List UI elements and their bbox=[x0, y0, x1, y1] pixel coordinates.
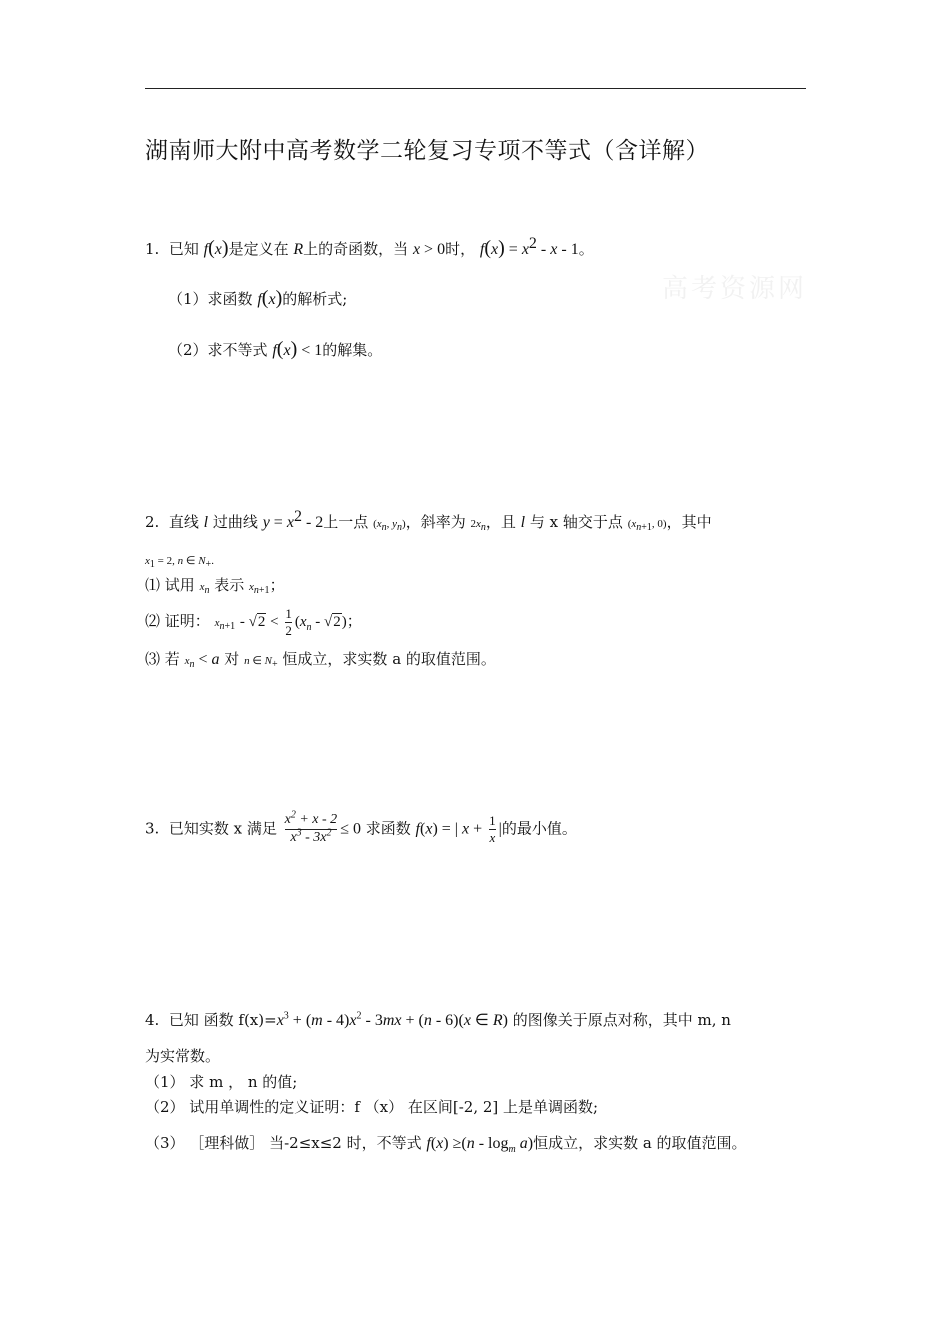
part-text: ； bbox=[346, 612, 362, 631]
part-text: 表示 bbox=[214, 576, 245, 594]
math-point: ($x_n$, $y_n$) bbox=[373, 518, 406, 534]
math-fx: f bbox=[257, 291, 262, 308]
question-text: 已知 函数 f(x)= bbox=[168, 1011, 277, 1029]
math-curve: y bbox=[262, 514, 270, 531]
question-text: 与 x 轴交于点 bbox=[529, 513, 623, 531]
question-2-part-1: ⑴ 试用 $x_n$ 表示 $x_{n+1}$； bbox=[145, 576, 285, 597]
part-text: ； bbox=[269, 576, 285, 594]
question-text: 直线 bbox=[168, 513, 199, 531]
part-text: （2） 试用单调性的定义证明：f （x） 在区间[-2, 2] 上是单调函数; bbox=[145, 1098, 599, 1116]
header-rule bbox=[145, 88, 806, 89]
question-text: 上的奇函数，当 bbox=[303, 240, 409, 258]
math-slope: $2x_n$ bbox=[470, 518, 486, 534]
question-4-continued bbox=[145, 1047, 220, 1065]
math-fx: f bbox=[203, 241, 209, 258]
question-4-part-2 bbox=[145, 1098, 598, 1116]
question-text: 的最小值。 bbox=[501, 819, 577, 838]
watermark: 高考资源网 bbox=[662, 274, 808, 304]
question-2-condition bbox=[145, 550, 214, 571]
math-R: R bbox=[293, 241, 304, 258]
question-text: 。 bbox=[578, 240, 594, 258]
question-4-part-1 bbox=[145, 1073, 297, 1091]
part-text: ⑶ 若 bbox=[145, 650, 180, 668]
part-text: （1）求函数 bbox=[168, 290, 253, 308]
math-intercept: ($x_{n+1}$, 0) bbox=[627, 518, 667, 534]
math-inequality: f bbox=[272, 342, 277, 359]
question-2-part-3: ⑶ 若 $x_n < a$ 对 n ∈ $N_+$ 恒成立，求实数 a 的取值范围。 bbox=[145, 650, 496, 671]
question-4 bbox=[145, 1011, 731, 1030]
question-3: 3. 已知实数 x 满足 $\frac{x^2 + x - 2}{x^3 - 3x^2}$ ≤ 0 求函数 f(x) = | x + $\frac{1}{x}$ |的最小值。 bbox=[145, 809, 577, 845]
math-function: f bbox=[415, 820, 420, 838]
question-text: 已知实数 x 满足 bbox=[168, 819, 277, 838]
question-1-part-1: （1）求函数 f(x)的解析式; bbox=[168, 287, 348, 309]
question-1-part-2: （2）求不等式 f(x) < 1的解集。 bbox=[168, 338, 383, 360]
question-number: 4. bbox=[145, 1011, 160, 1029]
question-text: 上一点 bbox=[323, 513, 369, 531]
question-4-part-3 bbox=[145, 1134, 747, 1156]
question-text: 是定义在 bbox=[228, 240, 289, 258]
question-2: 2. 直线 l 过曲线 $y = x^2 - 2$上一点 ($x_n$, $y_n$)，斜率为 $2x_n$，且 l 与 x 轴交于点 ($x_{n+1}$, 0)，其中 bbox=[145, 508, 712, 534]
math-initial: $x_1 = 2$, n ∈ $N_+$. bbox=[145, 555, 214, 571]
math-fraction-condition: $\frac{x^2 + x - 2}{x^3 - 3x^2}$ bbox=[284, 809, 338, 845]
math-definition: f bbox=[479, 241, 485, 258]
math-line-l: l bbox=[520, 514, 526, 531]
question-text: 的图像关于原点对称，其中 m, n bbox=[512, 1011, 731, 1029]
math-condition: x bbox=[412, 241, 421, 258]
part-text: ⑵ 证明： bbox=[145, 612, 210, 631]
question-text: ，斜率为 bbox=[405, 513, 466, 531]
question-1: 1. 已知 f(x)是定义在 R上的奇函数，当 x > 0时， $f(x) = x^2 - x - 1$。 bbox=[145, 235, 594, 259]
math-inequality: $f(x) \ge(n - \log_m a)$ bbox=[426, 1135, 534, 1156]
question-text: 时， bbox=[445, 240, 476, 258]
question-text: 已知 bbox=[168, 240, 199, 258]
part-text: 恒成立，求实数 a 的取值范围。 bbox=[533, 1134, 747, 1152]
math-polynomial: $x^3 + (m - 4)x^2 - 3mx + (n - 6)(x$ ∈ R) bbox=[276, 1010, 508, 1029]
question-number: 1. bbox=[145, 240, 160, 258]
question-text: 过曲线 bbox=[212, 513, 258, 531]
part-text: （3） ［理科做］ 当-2≤x≤2 时，不等式 bbox=[145, 1134, 422, 1152]
page-title: 湖南师大附中高考数学二轮复习专项不等式（含详解） bbox=[145, 138, 709, 164]
math-proof-inequality: $x_{n+1}$ bbox=[214, 617, 236, 633]
question-number: 3. bbox=[145, 819, 160, 838]
question-text: 为实常数。 bbox=[145, 1047, 221, 1065]
part-text: 的解集。 bbox=[322, 341, 383, 359]
question-text: ，其中 bbox=[666, 513, 712, 531]
part-text: ⑴ 试用 bbox=[145, 576, 195, 594]
question-text: ，且 bbox=[485, 513, 516, 531]
math-line-l: l bbox=[203, 514, 209, 531]
part-text: （1） 求 m ， n 的值; bbox=[145, 1073, 298, 1091]
question-text: 求函数 bbox=[365, 819, 411, 838]
part-text: 恒成立，求实数 a 的取值范围。 bbox=[282, 650, 496, 668]
part-text: 对 bbox=[224, 650, 240, 668]
part-text: 的解析式; bbox=[282, 290, 348, 308]
question-number: 2. bbox=[145, 513, 160, 531]
part-text: （2）求不等式 bbox=[168, 341, 268, 359]
question-2-part-2: ⑵ 证明： $x_{n+1} - √2$ < $\frac{1}{2}$ $(x_n - √2)$； bbox=[145, 606, 362, 638]
